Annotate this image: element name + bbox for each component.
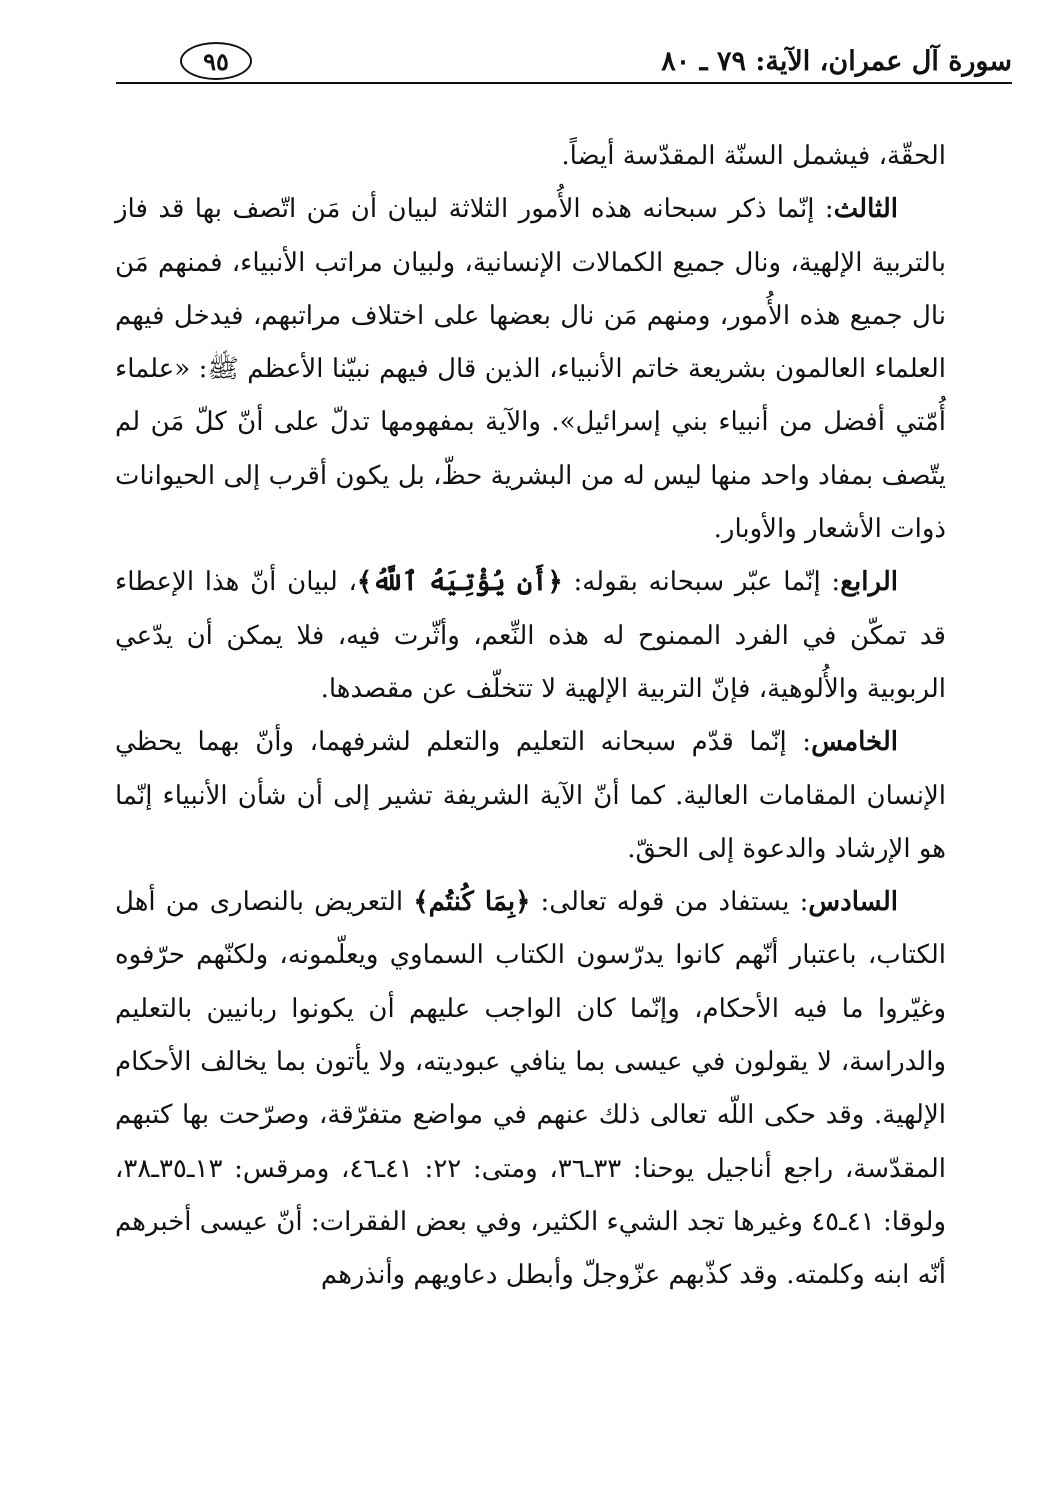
paragraph-1 bbox=[115, 130, 946, 183]
paragraph-3-text-after: ، لبيان أنّ هذا الإعطاء قد تمكّن في الفرد الممنوح له هذه النِّعم، وأثّرت فيه، فلا يمكن أن يدّعي الربوبية والأُلوهية، فإنّ التربية الإلهية لا تتخلّف عن مقصدها. bbox=[115, 567, 946, 704]
paragraph-5-heading: السادس bbox=[808, 887, 898, 918]
paragraph-2-text: : إنّما ذكر سبحانه هذه الأُمور الثلاثة لبيان أن مَن اتّصف بها قد فاز بالتربية الإلهية، ونال جميع الكمالات الإنسانية، ولبيان مراتب الأنبياء، فمنهم مَن نال جميع هذه الأُمور، ومنهم مَن نال بعضها على اختلاف مراتبهم، فيدخل فيهم العلماء العالمون بشريعة خاتم الأنبياء، الذين قال فيهم نبيّنا الأعظم ﷺ: «علماء أُمّتي أفضل من أنبياء بني إسرائيل». والآية بمفهومها تدلّ على أنّ كلّ مَن لم يتّصف بمفاد واحد منها ليس له من البشرية حظّ، بل يكون أقرب إلى الحيوانات ذوات الأشعار والأوبار. bbox=[115, 194, 946, 545]
quran-verse-quote: ﴿أَن يُؤْتِيَهُ ٱللَّهُ﴾ bbox=[356, 567, 563, 598]
body-text bbox=[115, 130, 946, 1303]
paragraph-5 bbox=[115, 876, 946, 1302]
paragraph-3-heading: الرابع bbox=[840, 567, 898, 598]
page-number: ٩٥ bbox=[180, 42, 252, 80]
running-title: سورة آل عمران، الآية: ٧٩ ـ ٨٠ bbox=[661, 46, 1012, 77]
header-divider bbox=[116, 82, 1012, 84]
paragraph-4-text: : إنّما قدّم سبحانه التعليم والتعلم لشرفهما، وأنّ بهما يحظي الإنسان المقامات العالية. كما أنّ الآية الشريفة تشير إلى أن شأن الأنبياء إنّما هو الإرشاد والدعوة إلى الحقّ. bbox=[115, 727, 946, 864]
paragraph-5-text-after: التعريض بالنصارى من أهل الكتاب، باعتبار أنّهم كانوا يدرّسون الكتاب السماوي ويعلّمونه، ولكنّهم حرّفوه وغيّروا ما فيه الأحكام، وإنّما كان الواجب عليهم أن يكونوا ربانيين بالتعليم والدراسة، لا يقولون في عيسى بما ينافي عبوديته، ولا يأتون بما يخالف الأحكام الإلهية. وقد حكى اللّه تعالى ذلك عنهم في مواضع متفرّقة، وصرّحت بها كتبهم المقدّسة، راجع أناجيل يوحنا: ٣٣ـ٣٦، ومتى: ٢٢: ٤١ـ٤٦، ومرقس: ١٣ـ٣٥ـ٣٨، ولوقا: ٤١ـ٤٥ وغيرها تجد الشيء الكثير، وفي بعض الفقرات: أنّ عيسى أخبرهم أنّه ابنه وكلمته. وقد كذّبهم عزّوجلّ وأبطل دعاويهم وأنذرهم bbox=[115, 887, 947, 1291]
paragraph-2 bbox=[115, 183, 946, 556]
page-header bbox=[180, 42, 1012, 86]
paragraph-2-heading: الثالث bbox=[833, 194, 898, 225]
paragraph-3-text-before: : إنّما عبّر سبحانه بقوله: bbox=[562, 567, 841, 598]
paragraph-5-text-before: : يستفاد من قوله تعالى: bbox=[530, 887, 809, 918]
paragraph-4 bbox=[115, 716, 946, 876]
paragraph-3 bbox=[115, 556, 946, 716]
paragraph-1-text: الحقّة، فيشمل السنّة المقدّسة أيضاً. bbox=[561, 141, 946, 171]
paragraph-4-heading: الخامس bbox=[811, 727, 898, 758]
quran-verse-quote: ﴿بِمَا كُنتُم﴾ bbox=[413, 887, 531, 918]
